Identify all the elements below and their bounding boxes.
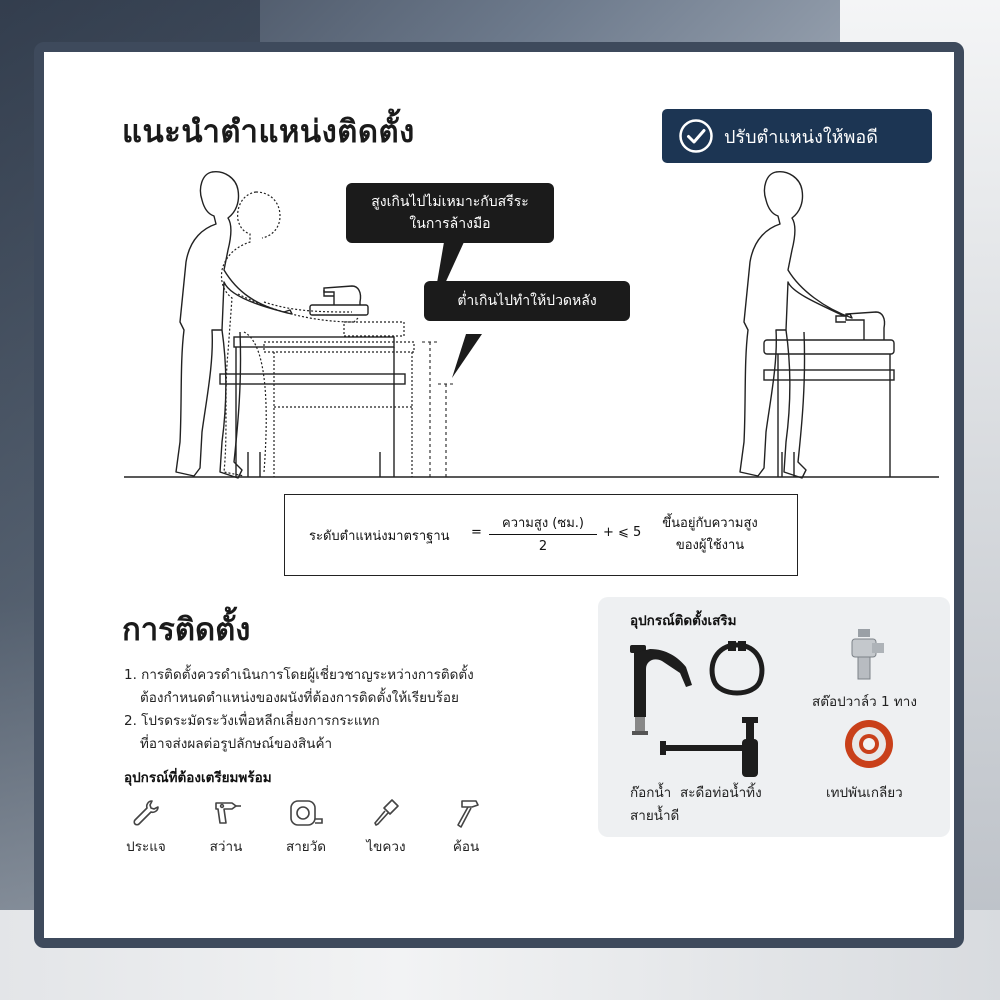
formula-denominator: 2 <box>538 539 548 554</box>
tool-tape-measure <box>266 797 346 857</box>
tool-hammer <box>426 797 506 857</box>
accessory-drain-label: สะดือท่อน้ำทิ้ง <box>680 785 762 801</box>
hammer-icon <box>450 797 482 829</box>
height-markers <box>422 342 454 477</box>
accessories-panel <box>598 597 950 837</box>
formula-label: ระดับตำแหน่งมาตราฐาน <box>309 529 450 544</box>
installation-steps <box>124 664 474 756</box>
formula-plus-term: + ⩽ 5 <box>603 525 642 540</box>
formula-fraction-bar <box>489 534 597 535</box>
check-circle-icon <box>678 118 714 154</box>
formula-note-line2: ของผู้ใช้งาน <box>675 538 745 553</box>
installation-title: การติดตั้ง <box>122 612 251 648</box>
person-bent-dotted <box>221 192 358 476</box>
tool-label: ประแจ <box>126 839 166 855</box>
accessories-title: อุปกรณ์ติดตั้งเสริม <box>630 613 737 629</box>
too-high-line1: สูงเกินไปไม่เหมาะกับสรีระ <box>371 194 529 210</box>
formula-note-line1: ขึ้นอยู่กับความสูง <box>662 516 758 531</box>
accessory-faucet-label: ก๊อกน้ำ <box>630 785 672 801</box>
vanity-left-high-dotted <box>264 322 414 477</box>
tool-screwdriver <box>346 797 426 857</box>
formula-box <box>284 494 798 576</box>
bubble-low-tail <box>452 334 482 378</box>
tool-wrench <box>106 797 186 857</box>
tool-drill <box>186 797 266 857</box>
adjust-position-badge <box>662 109 932 163</box>
formula-numerator: ความสูง (ซม.) <box>502 516 584 531</box>
step2-line1: 2. โปรดระมัดระวังเพื่อหลีกเลี่ยงการกระแทก <box>124 713 380 729</box>
formula-note <box>645 513 775 557</box>
accessory-valve-label: สต๊อปวาล์ว 1 ทาง <box>812 694 917 710</box>
tool-label: สายวัด <box>285 839 327 855</box>
wrench-icon <box>130 797 162 829</box>
page-title: แนะนำตำแหน่งติดตั้ง <box>122 114 415 150</box>
tool-label: ค้อน <box>452 839 480 855</box>
vanity-left <box>220 286 405 477</box>
accessory-tape-label: เทปพันเกลียว <box>826 785 903 801</box>
stop-valve-icon <box>842 625 886 683</box>
vanity-right <box>764 312 894 477</box>
accessory-hose-label: สายน้ำดี <box>630 808 680 824</box>
tape-measure-icon <box>288 797 324 829</box>
thread-tape-icon <box>842 717 896 771</box>
screwdriver-icon <box>370 797 402 829</box>
step2-line2: ที่อาจส่งผลต่อรูปลักษณ์ของสินค้า <box>140 736 333 752</box>
too-high-bubble <box>346 183 554 243</box>
drill-icon <box>210 797 242 829</box>
too-low-text: ต่ำเกินไปทำให้ปวดหลัง <box>457 293 597 309</box>
step1-line2: ต้องกำหนดตำแหน่งของผนังที่ต้องการติดตั้งให้เรียบร้อย <box>140 690 459 706</box>
drain-pipe-icon <box>658 715 768 781</box>
formula-equals: = <box>471 525 482 540</box>
too-low-bubble <box>424 281 630 321</box>
person-standing-right <box>740 172 852 478</box>
info-card <box>34 42 964 948</box>
tools-title: อุปกรณ์ที่ต้องเตรียมพร้อม <box>124 770 272 786</box>
tool-label: ไขควง <box>366 839 406 855</box>
adjust-position-label: ปรับตำแหน่งให้พอดี <box>724 126 878 148</box>
hose-icon <box>704 637 770 703</box>
too-high-line2: ในการล้างมือ <box>409 216 491 232</box>
step1-line1: 1. การติดตั้งควรดำเนินการโดยผู้เชี่ยวชาญระหว่างการติดตั้ง <box>124 667 474 683</box>
tool-label: สว่าน <box>209 839 243 855</box>
